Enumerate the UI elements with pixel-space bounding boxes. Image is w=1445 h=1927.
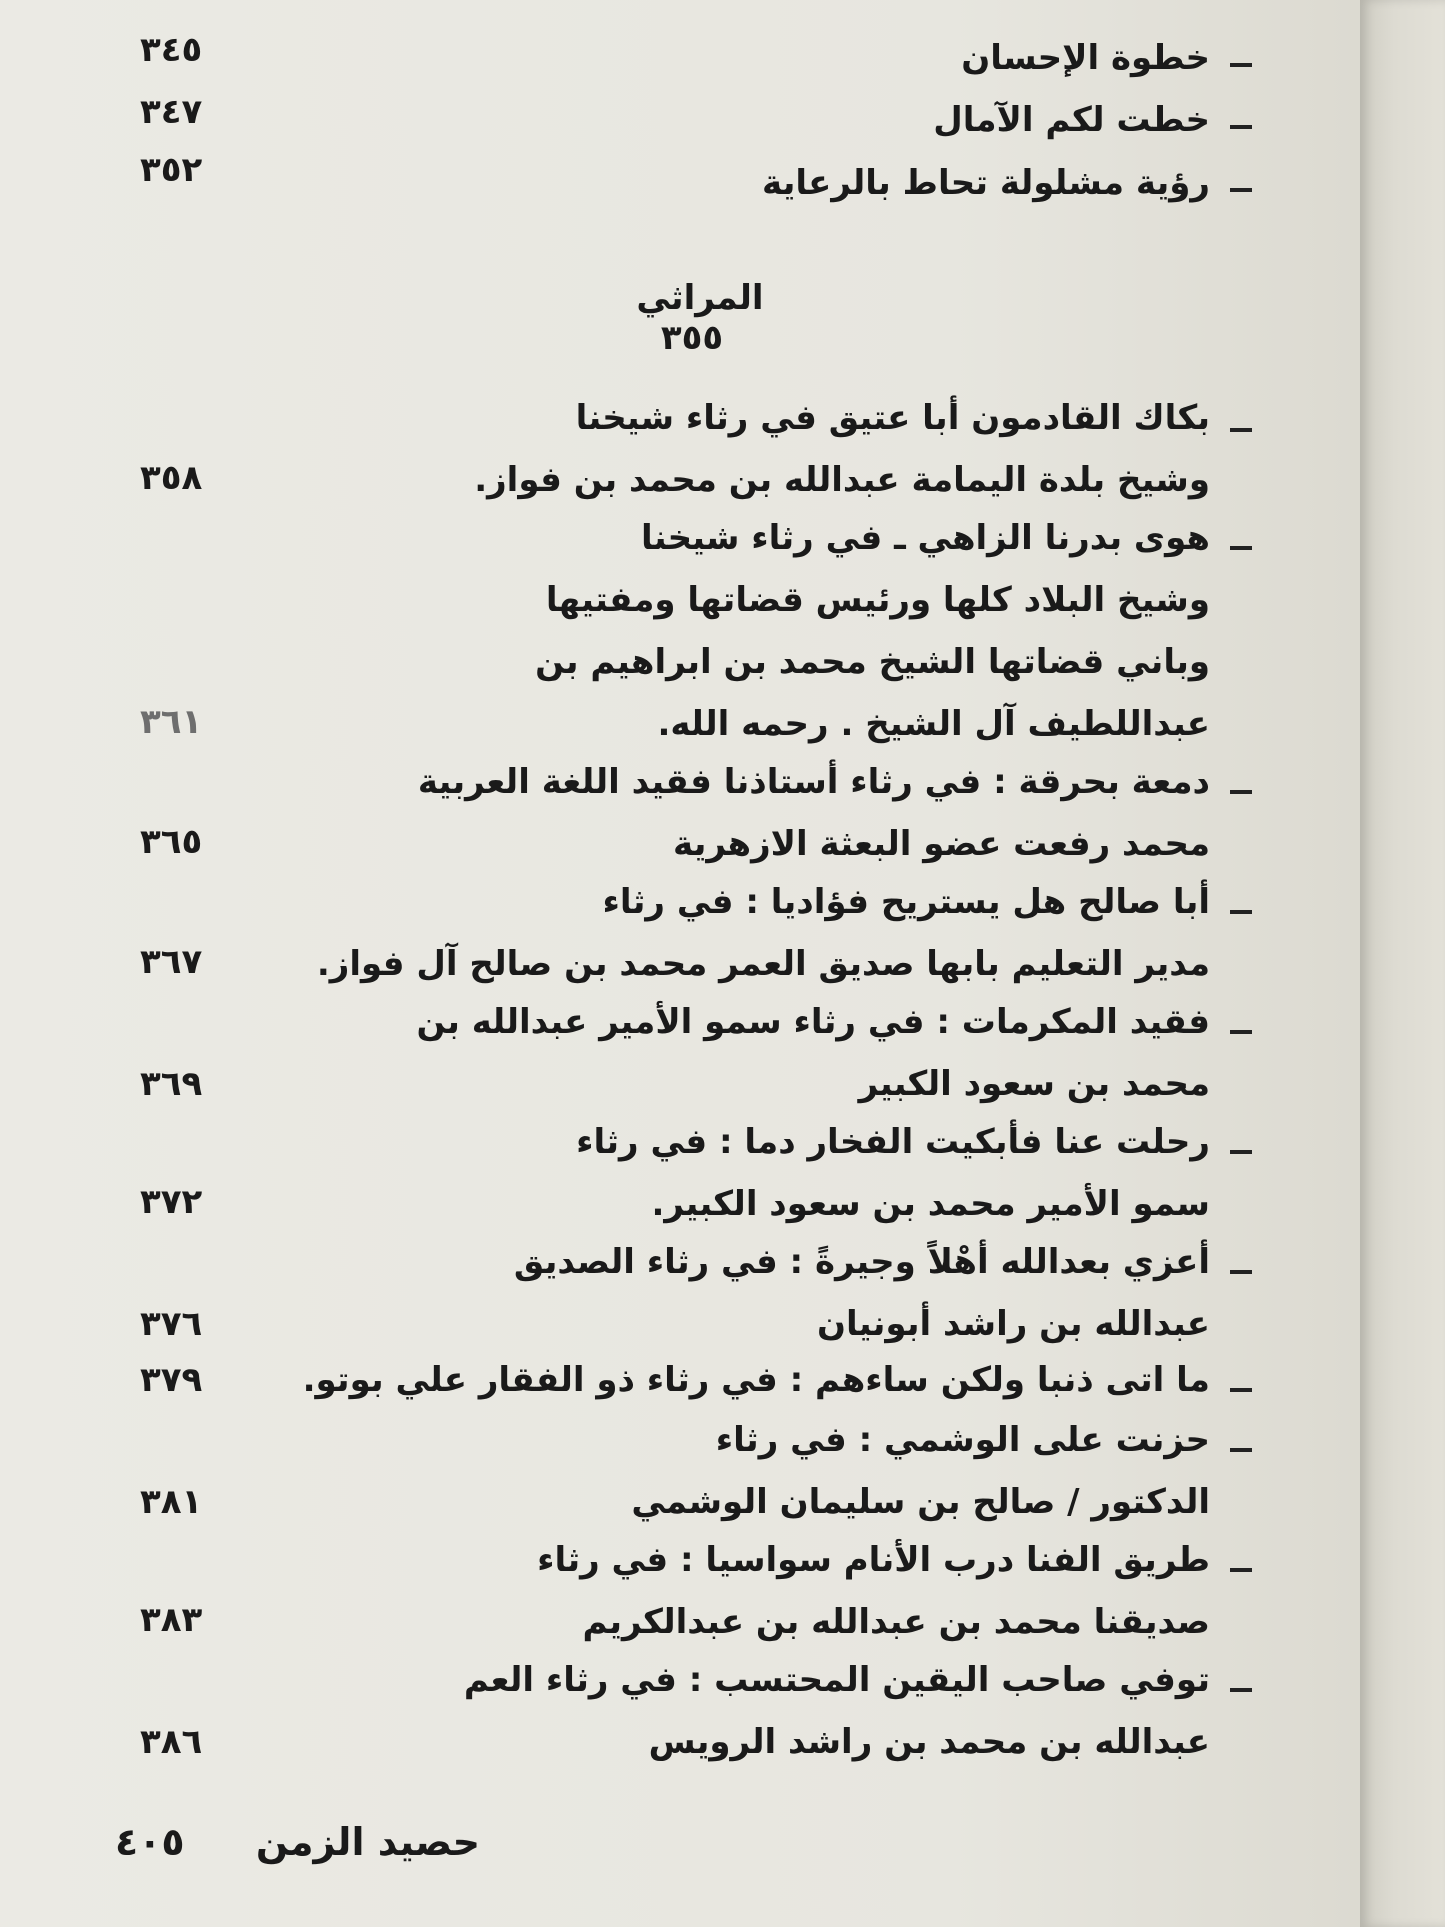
toc-entry-line: توفي صاحب اليقين المحتسب : في رثاء العم [463,1660,1210,1700]
toc-entry-line: وباني قضاتها الشيخ محمد بن ابراهيم بن [535,642,1210,682]
list-bullet [1230,1150,1252,1154]
toc-page-number: ٣٥٨ [140,458,203,498]
toc-entry-line: محمد رفعت عضو البعثة الازهرية [672,824,1210,864]
toc-page-number: ٣٤٥ [140,30,203,70]
toc-entry-line: أبا صالح هل يستريح فؤاديا : في رثاء [602,882,1210,922]
list-bullet [1230,1568,1252,1572]
toc-entry-line: الدكتور / صالح بن سليمان الوشمي [631,1482,1210,1522]
toc-entry-line: بكاك القادمون أبا عتيق في رثاء شيخنا [575,398,1210,438]
toc-page-number: ٣٦٥ [140,822,203,862]
toc-page-number: ٣٨٦ [140,1722,203,1762]
list-bullet [1230,546,1252,550]
toc-entry-line: دمعة بحرقة : في رثاء أستاذنا فقيد اللغة العربية [417,762,1210,802]
toc-entry-line: سمو الأمير محمد بن سعود الكبير. [651,1184,1210,1224]
toc-page-number: ٣٨٣ [140,1600,203,1640]
list-bullet [1230,1270,1252,1274]
list-bullet [1230,1448,1252,1452]
toc-entry-line: وشيخ البلاد كلها ورئيس قضاتها ومفتيها [545,580,1210,620]
list-bullet [1230,428,1252,432]
list-bullet [1230,910,1252,914]
list-bullet [1230,790,1252,794]
toc-entry-line: هوى بدرنا الزاهي ـ في رثاء شيخنا [640,518,1210,558]
toc-entry-line: ما اتى ذنبا ولكن ساءهم : في رثاء ذو الفقار علي بوتو. [302,1360,1210,1400]
list-bullet [1230,1030,1252,1034]
toc-entry-title: خطوة الإحسان [961,38,1210,78]
toc-entry-line: مدير التعليم بابها صديق العمر محمد بن صالح آل فواز. [316,944,1210,984]
toc-page-number: ٣٦١ [140,702,203,742]
toc-page-number: ٣٧٩ [140,1360,203,1400]
toc-page-number: ٣٧٦ [140,1304,203,1344]
toc-page-number: ٣٦٩ [140,1064,203,1104]
list-bullet [1230,188,1252,192]
section-title: المراثي [636,278,764,318]
footer-page-number: ٤٠٥ [115,1820,185,1864]
section-page-number: ٣٥٥ [660,318,724,358]
toc-page-number: ٣٥٢ [140,150,203,190]
list-bullet [1230,1688,1252,1692]
toc-entry-line: طريق الفنا درب الأنام سواسيا : في رثاء [537,1540,1210,1580]
list-bullet [1230,63,1252,67]
toc-entry-line: وشيخ بلدة اليمامة عبدالله بن محمد بن فواز. [474,460,1210,500]
toc-entry-line: فقيد المكرمات : في رثاء سمو الأمير عبدالله بن [416,1002,1210,1042]
toc-entry-title: رؤية مشلولة تحاط بالرعاية [761,163,1210,203]
facing-page-edge [1360,0,1445,1927]
toc-page-number: ٣٧٢ [140,1182,203,1222]
running-footer-book-title: حصيد الزمن [255,1820,480,1864]
toc-entry-line: عبدالله بن محمد بن راشد الرويس [648,1722,1210,1762]
list-bullet [1230,1388,1252,1392]
toc-entry-line: حزنت على الوشمي : في رثاء [715,1420,1210,1460]
toc-entry-line: عبدالله بن راشد أبونيان [816,1304,1210,1344]
section-heading [600,278,800,358]
toc-entry-line: عبداللطيف آل الشيخ . رحمه الله. [657,704,1210,744]
toc-entry-line: أعزي بعدالله أهْلاً وجيرةً : في رثاء الصديق [513,1242,1210,1282]
toc-page-number: ٣٤٧ [140,92,203,132]
toc-entry-line: محمد بن سعود الكبير [858,1064,1210,1104]
toc-entry-title: خطت لكم الآمال [933,100,1210,140]
list-bullet [1230,125,1252,129]
toc-entry-line: رحلت عنا فأبكيت الفخار دما : في رثاء [576,1122,1210,1162]
toc-page-number: ٣٦٧ [140,942,203,982]
toc-page-number: ٣٨١ [140,1482,203,1522]
toc-entry-line: صديقنا محمد بن عبدالله بن عبدالكريم [582,1602,1210,1642]
